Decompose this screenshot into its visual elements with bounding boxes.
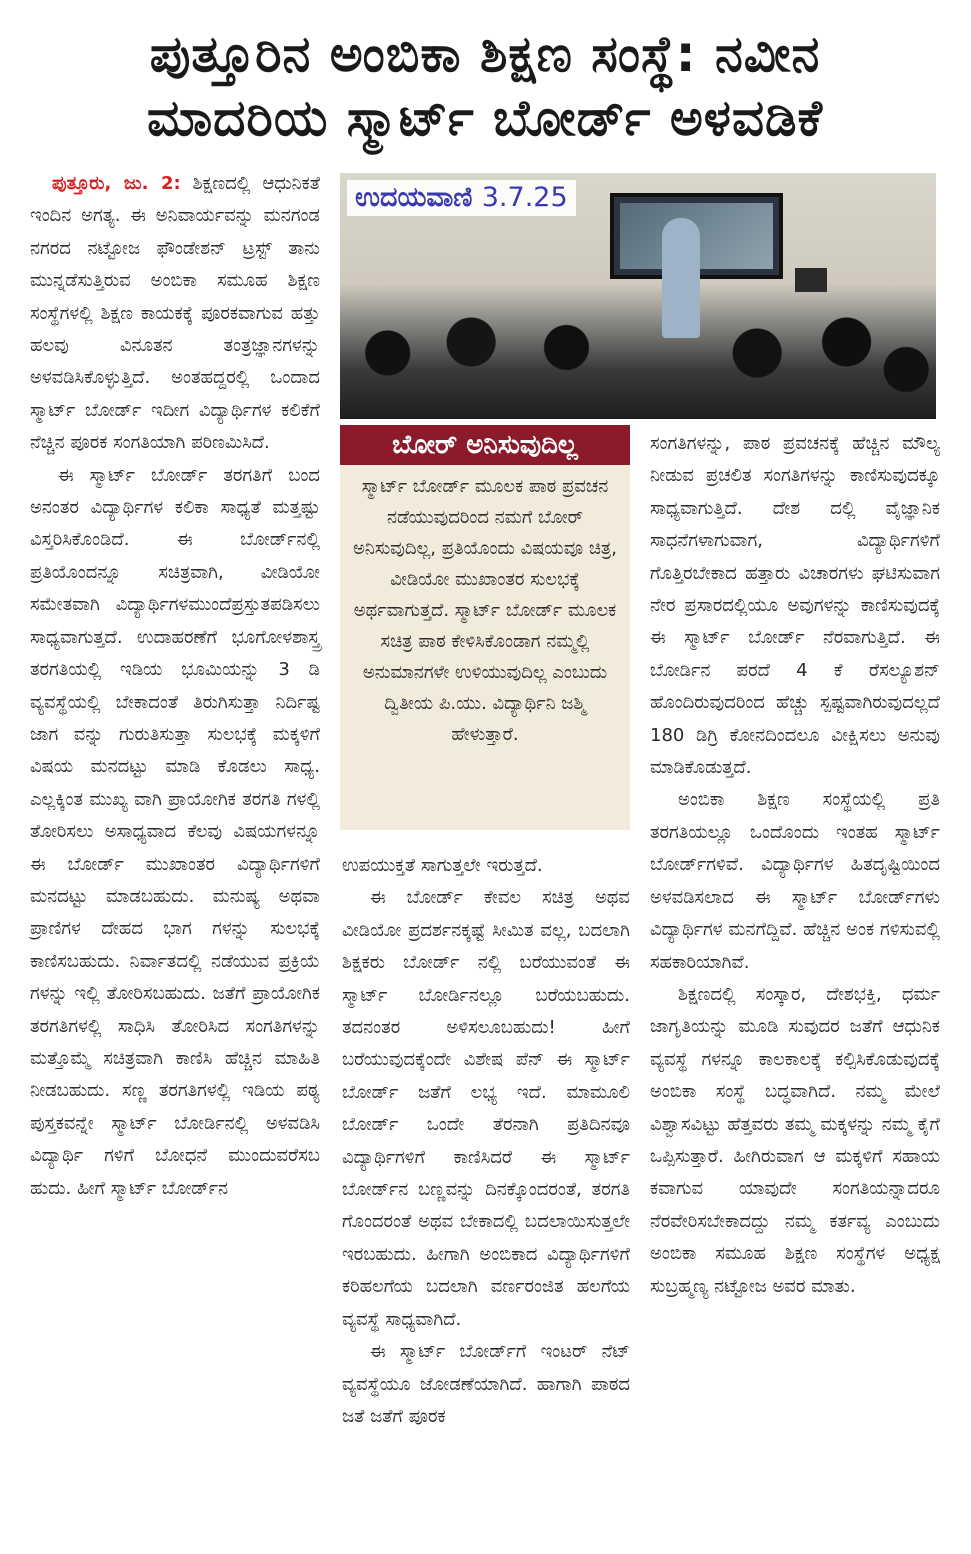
article-column-middle [342, 850, 630, 1433]
publication-date: 3.7.25 [481, 182, 568, 213]
students-figures [340, 309, 936, 419]
sidebox-title: ಬೋರ್ ಅನಿಸುವುದಿಲ್ಲ [340, 425, 630, 465]
source-tag [347, 180, 576, 216]
dateline: ಪುತ್ತೂರು, ಜು. 2: [52, 173, 181, 194]
paragraph: ಈ ಸ್ಮಾರ್ಟ್ ಬೋರ್ಡ್‌ಗೆ ಇಂಟರ್ ನೆಟ್ ವ್ಯವಸ್ಥೆಯೂ ಜೋಡಣೆಯಾಗಿದೆ. ಹಾಗಾಗಿ ಪಾಠದ ಜತೆ ಜತೆಗೆ ಪೂರಕ [342, 1341, 630, 1427]
paragraph: ಶಿಕ್ಷಣದಲ್ಲಿ ಆಧುನಿಕತೆ ಇಂದಿನ ಅಗತ್ಯ. ಈ ಅನಿವಾರ್ಯವನ್ನು ಮನಗಂಡ ನಗರದ ನಟ್ಟೋಜ ಫೌಂಡೇಶನ್ ಟ್ರಸ್ಟ್ ತಾನು ಮುನ್ನಡೆಸುತ್ತಿರುವ ಅಂಬಿಕಾ ಸಮೂಹ ಶಿಕ್ಷಣ ಸಂಸ್ಥೆಗಳಲ್ಲಿ ಶಿಕ್ಷಣ ಕಾಯಕಕ್ಕೆ ಪೂರಕವಾಗುವ ಹತ್ತು ಹಲವು ವಿನೂತನ ತಂತ್ರಜ್ಞಾನಗಳನ್ನು ಅಳವಡಿಸಿಕೊಳ್ಳುತ್ತಿದೆ. ಅಂತಹದ್ದರಲ್ಲಿ ಒಂದಾದ ಸ್ಮಾರ್ಟ್ ಬೋರ್ಡ್ ಇದೀಗ ವಿದ್ಯಾರ್ಥಿಗಳ ಕಲಿಕೆಗೆ ನೆಚ್ಚಿನ ಪೂರಕ ಸಂಗತಿಯಾಗಿ ಪರಿಣಮಿಸಿದೆ. [30, 173, 320, 454]
article-column-left [30, 168, 320, 1205]
paragraph: ಈ ಸ್ಮಾರ್ಟ್ ಬೋರ್ಡ್ ತರಗತಿಗೆ ಬಂದ ಅನಂತರ ವಿದ್ಯಾರ್ಥಿಗಳ ಕಲಿಕಾ ಸಾಧ್ಯತೆ ಮತ್ತಷ್ಟು ವಿಸ್ತರಿಸಿಕೊಂಡಿದೆ. ಈ ಬೋರ್ಡ್‌ನಲ್ಲಿ ಪ್ರತಿಯೊಂದನ್ನೂ ಸಚಿತ್ರವಾಗಿ, ವೀಡಿಯೋ ಸಮೇತವಾಗಿ ವಿದ್ಯಾರ್ಥಿಗಳಮುಂದೆಪ್ರಸ್ತುತಪಡಿಸಲು ಸಾಧ್ಯವಾಗುತ್ತದೆ. ಉದಾಹರಣೆಗೆ ಭೂಗೋಳಶಾಸ್ತ್ರ ತರಗತಿಯಲ್ಲಿ ಇಡಿಯ ಭೂಮಿಯನ್ನು 3 ಡಿ ವ್ಯವಸ್ಥೆಯಲ್ಲಿ ಬೇಕಾದಂತೆ ತಿರುಗಿಸುತ್ತಾ ನಿರ್ದಿಷ್ಟ ಜಾಗ ವನ್ನು ಗುರುತಿಸುತ್ತಾ ಸುಲಭಕ್ಕೆ ಮಕ್ಕಳಿಗೆ ವಿಷಯ ಮನದಟ್ಟು ಮಾಡಿ ಕೊಡಲು ಸಾಧ್ಯ. ಎಲ್ಲಕ್ಕಿಂತ ಮುಖ್ಯ ವಾಗಿ ಪ್ರಾಯೋಗಿಕ ತರಗತಿ ಗಳಲ್ಲಿ ತೋರಿಸಲು ಅಸಾಧ್ಯವಾದ ಕೆಲವು ವಿಷಯಗಳನ್ನೂ ಈ ಬೋರ್ಡ್ ಮುಖಾಂತರ ವಿದ್ಯಾರ್ಥಿಗಳಿಗೆ ಮನದಟ್ಟು ಮಾಡಬಹುದು. ಮನುಷ್ಯ ಅಥವಾ ಪ್ರಾಣಿಗಳ ದೇಹದ ಭಾಗ ಗಳನ್ನು ಸುಲಭಕ್ಕೆ ಕಾಣಿಸಬಹುದು. ನಿರ್ವಾತದಲ್ಲಿ ನಡೆಯುವ ಪ್ರಕ್ರಿಯೆ ಗಳನ್ನು ಇಲ್ಲಿ ತೋರಿಸಬಹುದು. ಜತೆಗೆ ಪ್ರಾಯೋಗಿಕ ತರಗತಿಗಳಲ್ಲಿ ಸಾಧಿಸಿ ತೋರಿಸಿದ ಸಂಗತಿಗಳನ್ನು ಮತ್ತೊಮ್ಮೆ ಸಚಿತ್ರವಾಗಿ ಕಾಣಿಸಿ ಹೆಚ್ಚಿನ ಮಾಹಿತಿ ನೀಡಬಹುದು. ಸಣ್ಣ ತರಗತಿಗಳಲ್ಲಿ ಇಡಿಯ ಪಠ್ಯ ಪುಸ್ತಕವನ್ನೇ ಸ್ಮಾರ್ಟ್ ಬೋರ್ಡಿನಲ್ಲಿ ಅಳವಡಿಸಿ ವಿದ್ಯಾರ್ಥಿ ಗಳಿಗೆ ಬೋಧನೆ ಮುಂದುವರೆಸಬ ಹುದು. ಹೀಗೆ ಸ್ಮಾರ್ಟ್ ಬೋರ್ಡ್‌ನ [30, 464, 320, 1199]
paragraph: ಉಪಯುಕ್ತತೆ ಸಾಗುತ್ತಲೇ ಇರುತ್ತದೆ. [342, 855, 543, 876]
sidebox-body: ಸ್ಮಾರ್ಟ್ ಬೋರ್ಡ್ ಮೂಲಕ ಪಾಠ ಪ್ರವಚನ ನಡೆಯುವುದರಿಂದ ನಮಗೆ ಬೋರ್ ಅನಿಸುವುದಿಲ್ಲ, ಪ್ರತಿಯೊಂದು ವಿಷಯವೂ ಚಿತ್ರ, ವೀಡಿಯೋ ಮುಖಾಂತರ ಸುಲಭಕ್ಕೆ ಅರ್ಥವಾಗುತ್ತದೆ. ಸ್ಮಾರ್ಟ್ ಬೋರ್ಡ್ ಮೂಲಕ ಸಚಿತ್ರ ಪಾಠ ಕೇಳಿಸಿಕೊಂಡಾಗ ನಮ್ಮಲ್ಲಿ ಅನುಮಾನಗಳೇ ಉಳಿಯುವುದಿಲ್ಲ ಎಂಬುದು ದ್ವಿತೀಯ ಪಿ.ಯು. ವಿದ್ಯಾರ್ಥಿನಿ ಜಶ್ಮಿ ಹೇಳುತ್ತಾರೆ. [353, 476, 617, 745]
newspaper-name: ಉದಯವಾಣಿ [355, 182, 473, 213]
headline-line-2: ಮಾದರಿಯ ಸ್ಮಾರ್ಟ್ ಬೋರ್ಡ್ ಅಳವಡಿಕೆ [146, 89, 824, 147]
headline [20, 22, 950, 150]
paragraph: ಅಂಬಿಕಾ ಶಿಕ್ಷಣ ಸಂಸ್ಥೆಯಲ್ಲಿ ಪ್ರತಿ ತರಗತಿಯಲ್ಲೂ ಒಂದೊಂದು ಇಂತಹ ಸ್ಮಾರ್ಟ್ ಬೋರ್ಡ್‌ಗಳಿವೆ. ವಿದ್ಯಾರ್ಥಿಗಳ ಹಿತದೃಷ್ಟಿಯಿಂದ ಅಳವಡಿಸಲಾದ ಈ ಸ್ಮಾರ್ಟ್ ಬೋರ್ಡ್‌ಗಳು ವಿದ್ಯಾರ್ಥಿಗಳ ಮನಗೆದ್ದಿವೆ. ಹೆಚ್ಚಿನ ಅಂಕ ಗಳಿಸುವಲ್ಲಿ ಸಹಕಾರಿಯಾಗಿವೆ. [650, 789, 940, 973]
paragraph: ಶಿಕ್ಷಣದಲ್ಲಿ ಸಂಸ್ಕಾರ, ದೇಶಭಕ್ತಿ, ಧರ್ಮ ಜಾಗೃತಿಯನ್ನು ಮೂಡಿ ಸುವುದರ ಜತೆಗೆ ಆಧುನಿಕ ವ್ಯವಸ್ಥೆ ಗಳನ್ನೂ ಕಾಲಕಾಲಕ್ಕೆ ಕಲ್ಪಿಸಿಕೊಡುವುದಕ್ಕೆ ಅಂಬಿಕಾ ಸಂಸ್ಥೆ ಬದ್ಧವಾಗಿದೆ. ನಮ್ಮ ಮೇಲೆ ವಿಶ್ವಾಸವಿಟ್ಟು ಹೆತ್ತವರು ತಮ್ಮ ಮಕ್ಕಳನ್ನು ನಮ್ಮ ಕೈಗೆ ಒಪ್ಪಿಸುತ್ತಾರೆ. ಹೀಗಿರುವಾಗ ಆ ಮಕ್ಕಳಿಗೆ ಸಹಾಯ ಕವಾಗುವ ಯಾವುದೇ ಸಂಗತಿಯನ್ನಾದರೂ ನೆರವೇರಿಸಬೇಕಾದದ್ದು ನಮ್ಮ ಕರ್ತವ್ಯ ಎಂಬುದು ಅಂಬಿಕಾ ಸಮೂಹ ಶಿಕ್ಷಣ ಸಂಸ್ಥೆಗಳ ಅಧ್ಯಕ್ಷ ಸುಬ್ರಹ್ಮಣ್ಯ ನಟ್ಟೋಜ ಅವರ ಮಾತು. [650, 983, 940, 1297]
article-column-right [650, 428, 940, 1303]
headline-line-1: ಪುತ್ತೂರಿನ ಅಂಬಿಕಾ ಶಿಕ್ಷಣ ಸಂಸ್ಥೆ: ನವೀನ [149, 25, 821, 83]
paragraph: ಈ ಬೋರ್ಡ್ ಕೇವಲ ಸಚಿತ್ರ ಅಥವ ವೀಡಿಯೋ ಪ್ರದರ್ಶನಕ್ಕಷ್ಟೆ ಸೀಮಿತ ವಲ್ಲ, ಬದಲಾಗಿ ಶಿಕ್ಷಕರು ಬೋರ್ಡ್ ನಲ್ಲಿ ಬರೆಯುವಂತೆ ಈ ಸ್ಮಾರ್ಟ್ ಬೋರ್ಡಿನಲ್ಲೂ ಬರೆಯಬಹುದು. ತದನಂತರ ಅಳಿಸಲೂಬಹುದು! ಹೀಗೆ ಬರೆಯುವುದಕ್ಕೆಂದೇ ವಿಶೇಷ ಪೆನ್ ಈ ಸ್ಮಾರ್ಟ್ ಬೋರ್ಡ್ ಜತೆಗೆ ಲಭ್ಯ ಇದೆ. ಮಾಮೂಲಿ ಬೋರ್ಡ್ ಒಂದೇ ತೆರನಾಗಿ ಪ್ರತಿದಿನವೂ ವಿದ್ಯಾರ್ಥಿಗಳಿಗೆ ಕಾಣಿಸಿದರೆ ಈ ಸ್ಮಾರ್ಟ್ ಬೋರ್ಡ್‌ನ ಬಣ್ಣವನ್ನು ದಿನಕ್ಕೊಂದರಂತೆ, ತರಗತಿ ಗೊಂದರಂತೆ ಅಥವ ಬೇಕಾದಲ್ಲಿ ಬದಲಾಯಿಸುತ್ತಲೇ ಇರಬಹುದು. ಹೀಗಾಗಿ ಅಂಬಿಕಾದ ವಿದ್ಯಾರ್ಥಿಗಳಿಗೆ ಕರಿಹಲಗೆಯ ಬದಲಾಗಿ ವರ್ಣರಂಜಿತ ಹಲಗೆಯ ವ್ಯವಸ್ಥೆ ಸಾಧ್ಯವಾಗಿದೆ. [342, 887, 630, 1330]
wall-socket [795, 268, 827, 292]
sidebox-quote [340, 425, 630, 830]
paragraph: ಸಂಗತಿಗಳನ್ನು, ಪಾಠ ಪ್ರವಚನಕ್ಕೆ ಹೆಚ್ಚಿನ ಮೌಲ್ಯ ನೀಡುವ ಪ್ರಚಲಿತ ಸಂಗತಿಗಳನ್ನು ಕಾಣಿಸುವುದಕ್ಕೂ ಸಾಧ್ಯವಾಗುತ್ತಿದೆ. ದೇಶ ದಲ್ಲಿ ವೈಜ್ಞಾನಿಕ ಸಾಧನೆಗಳಾಗುವಾಗ, ವಿದ್ಯಾರ್ಥಿಗಳಿಗೆ ಗೊತ್ತಿರಬೇಕಾದ ಹತ್ತಾರು ವಿಚಾರಗಳು ಘಟಿಸುವಾಗ ನೇರ ಪ್ರಸಾರದಲ್ಲಿಯೂ ಅವುಗಳನ್ನು ಕಾಣಿಸುವುದಕ್ಕೆ ಈ ಸ್ಮಾರ್ಟ್ ಬೋರ್ಡ್ ನೆರವಾಗುತ್ತಿದೆ. ಈ ಬೋರ್ಡಿನ ಪರದೆ 4 ಕೆ ರೆಸಲ್ಯೂಶನ್ ಹೊಂದಿರುವುದರಿಂದ ಹೆಚ್ಚು ಸ್ಪಷ್ಟವಾಗಿರುವುದಲ್ಲದೆ 180 ಡಿಗ್ರಿ ಕೋನದಿಂದಲೂ ವೀಕ್ಷಿಸಲು ಅನುವು ಮಾಡಿಕೊಡುತ್ತದೆ. [650, 433, 940, 779]
